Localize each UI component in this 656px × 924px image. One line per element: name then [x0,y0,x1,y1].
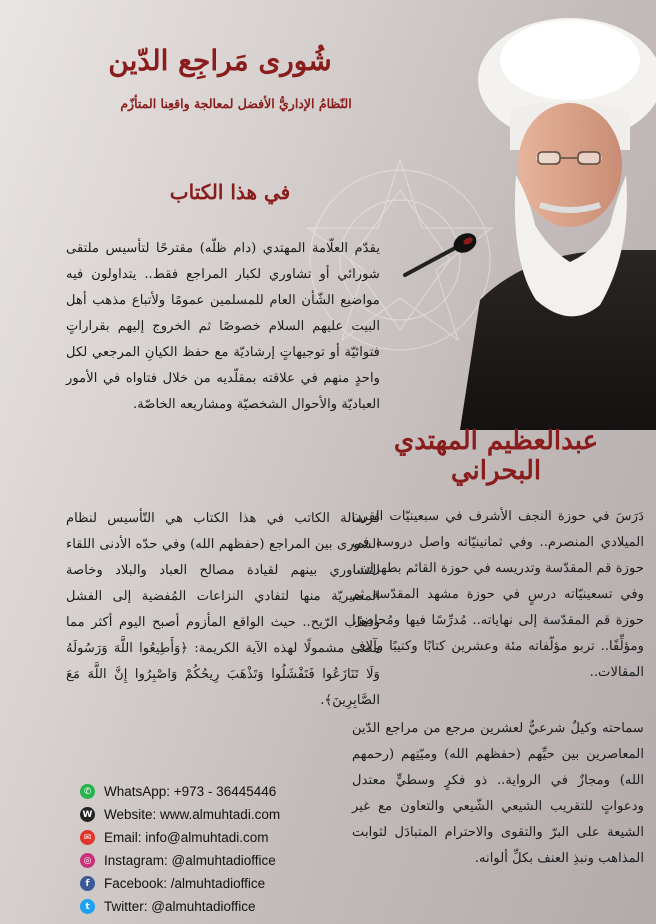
instagram-icon: ◎ [80,853,95,868]
facebook-icon: f [80,876,95,891]
contact-email[interactable] [80,826,330,849]
contact-instagram-label: Instagram: @almuhtadioffice [104,853,276,868]
twitter-icon: t [80,899,95,914]
contact-list [80,780,330,918]
intro-paragraph: يقدّم العلّامة المهتدي (دام ظلّه) مقترحًا لتأسيس ملتقى شورائي أو تشاوري لكبار المراجع فقط.. يتداولون فيه مواضيع الشّأن العام للمسلمين عمومًا ولأتباع مذهب أهل البيت عليهم السلام خصوصًا ثم الخروج إليهم بقراراتٍ فتوائيّة أو توجيهاتٍ إرشاديّة مع حفظ الكيانِ المرجعي لكل واحدٍ منهم في علاقته بمقلّديه من خلال فتاواه في الأمور العباديّة والأحوال الشخصيّة ومشاريعه الخاصّة. [66,241,380,412]
author-name: عبدالعظيم المهتدي البحراني [393,426,599,486]
contact-website-label: Website: www.almuhtadi.com [104,807,281,822]
contact-twitter-label: Twitter: @almuhtadioffice [104,899,256,914]
book-title: شُورى مَراجِع الدّين [108,44,332,77]
email-icon: ✉ [80,830,95,845]
section-heading: في هذا الكتاب [169,180,291,204]
website-icon: W [80,807,95,822]
whatsapp-icon: ✆ [80,784,95,799]
contact-facebook-label: Facebook: /almuhtadioffice [104,876,266,891]
microphone-icon [395,225,485,285]
book-subtitle: النّظامُ الإداريُّ الأفضل لمعالجة واقعِنا المتأزّم [120,96,352,111]
contact-twitter[interactable] [80,895,330,918]
contact-email-label: Email: info@almuhtadi.com [104,830,269,845]
credentials-paragraph: سماحته وكيلٌ شرعيٌّ لعشرين مرجع من مراجع الدّين المعاصرين بين حيِّهم (حفظهم الله) وميّتِهم (رحمهم الله) ومجازٌ في الرواية.. ذو فكرٍ وسطيٍّ معتدل ودعواتٍ للتقريب الشيعي الشّيعي والتعاون مع غير الشيعة على البرّ والتقوى والاحترام المتبادَل لثوابت المذاهب ونبذِ العنف بكلِّ ألوانه. [352,721,644,866]
contact-whatsapp[interactable] [80,780,330,803]
contact-facebook[interactable] [80,872,330,895]
contact-instagram[interactable] [80,849,330,872]
contact-website[interactable] [80,803,330,826]
message-paragraph: فرسالة الكاتب في هذا الكتاب هي التّأسيس لنظام الشورى بين المراجع (حفظهم الله) وفي حدّه الأدنى اللقاء التشاوري بينهم لقيادة مصالح العباد والبلاد وخاصة المصيريّة منها لتفادي النزاعات المُفضية إلى الفشل وذهاب الرّيح.. حيث الواقع المأزوم أصبح اليوم أكثر مما مضى مشمولًا لهذه الآية الكريمة: ﴿وَأَطِيعُوا اللَّهَ وَرَسُولَهُ وَلَا تَنَازَعُوا فَتَفْشَلُوا وَتَذْهَبَ رِيحُكُمْ وَاصْبِرُوا إِنَّ اللَّهَ مَعَ الصَّابِرِينَ﴾. [66,511,380,708]
author-portrait [420,0,656,430]
biography-paragraph: دَرَسَ في حوزة النجف الأشرف في سبعينيّات القرن الميلادي المنصرم.. وفي ثمانينيّاته واصل دروسه في حوزة قم المقدّسة وتدريسه في حوزة القائم بطهران.. وفي تسعينيّاته درسٍ في حوزة مشهد المقدّسة ثم حوزة قم المقدّسة إلى نهاياته.. مُدرِّسًا فيها ومُحاضِرًا ومؤلِّفًا.. تربو مؤلّفاته مئة وعشرين كتابًا وكتيبًا وآلاف المقالات.. [352,509,644,680]
contact-whatsapp-label: WhatsApp: +973 - 36445446 [104,784,277,799]
